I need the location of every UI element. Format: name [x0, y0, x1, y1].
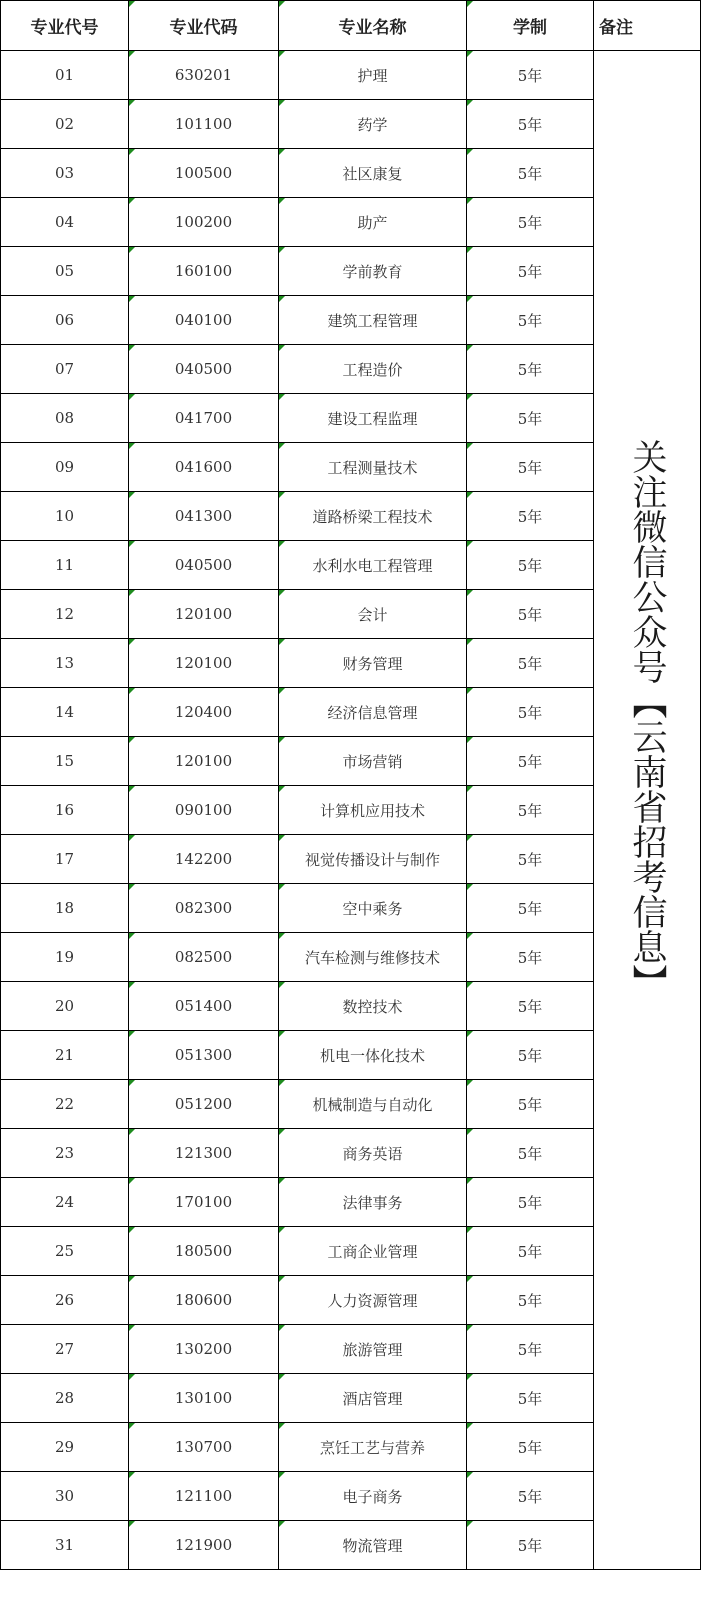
cell-seq: 04: [1, 198, 129, 247]
cell-seq: 23: [1, 1129, 129, 1178]
cell-years: 5年: [467, 1325, 594, 1374]
cell-seq: 11: [1, 541, 129, 590]
cell-years: 5年: [467, 1521, 594, 1570]
cell-code: 040500: [129, 541, 279, 590]
cell-name: 工程测量技术: [279, 443, 467, 492]
cell-name: 建设工程监理: [279, 394, 467, 443]
cell-years: 5年: [467, 884, 594, 933]
header-remark: 备注: [594, 1, 701, 51]
cell-name: 水利水电工程管理: [279, 541, 467, 590]
cell-code: 170100: [129, 1178, 279, 1227]
cell-seq: 19: [1, 933, 129, 982]
cell-years: 5年: [467, 1080, 594, 1129]
cell-code: 130700: [129, 1423, 279, 1472]
cell-code: 142200: [129, 835, 279, 884]
cell-name: 酒店管理: [279, 1374, 467, 1423]
cell-code: 041300: [129, 492, 279, 541]
cell-years: 5年: [467, 541, 594, 590]
cell-years: 5年: [467, 933, 594, 982]
cell-code: 041600: [129, 443, 279, 492]
cell-years: 5年: [467, 1423, 594, 1472]
cell-years: 5年: [467, 786, 594, 835]
cell-years: 5年: [467, 688, 594, 737]
cell-name: 建筑工程管理: [279, 296, 467, 345]
cell-code: 120100: [129, 737, 279, 786]
cell-seq: 13: [1, 639, 129, 688]
cell-code: 100200: [129, 198, 279, 247]
cell-name: 学前教育: [279, 247, 467, 296]
cell-code: 120100: [129, 590, 279, 639]
cell-seq: 20: [1, 982, 129, 1031]
cell-seq: 02: [1, 100, 129, 149]
cell-seq: 28: [1, 1374, 129, 1423]
cell-name: 商务英语: [279, 1129, 467, 1178]
cell-code: 041700: [129, 394, 279, 443]
cell-code: 082300: [129, 884, 279, 933]
cell-name: 道路桥梁工程技术: [279, 492, 467, 541]
cell-seq: 24: [1, 1178, 129, 1227]
cell-code: 160100: [129, 247, 279, 296]
cell-seq: 22: [1, 1080, 129, 1129]
cell-name: 汽车检测与维修技术: [279, 933, 467, 982]
cell-name: 数控技术: [279, 982, 467, 1031]
cell-code: 082500: [129, 933, 279, 982]
cell-years: 5年: [467, 1374, 594, 1423]
cell-years: 5年: [467, 1129, 594, 1178]
cell-years: 5年: [467, 51, 594, 100]
remark-cell: [594, 51, 701, 1570]
cell-seq: 27: [1, 1325, 129, 1374]
cell-seq: 10: [1, 492, 129, 541]
cell-code: 121300: [129, 1129, 279, 1178]
cell-code: 051400: [129, 982, 279, 1031]
cell-code: 100500: [129, 149, 279, 198]
cell-years: 5年: [467, 835, 594, 884]
cell-years: 5年: [467, 100, 594, 149]
cell-seq: 14: [1, 688, 129, 737]
cell-code: 051200: [129, 1080, 279, 1129]
cell-seq: 05: [1, 247, 129, 296]
cell-name: 工程造价: [279, 345, 467, 394]
cell-code: 090100: [129, 786, 279, 835]
cell-code: 121900: [129, 1521, 279, 1570]
cell-seq: 30: [1, 1472, 129, 1521]
cell-code: 180500: [129, 1227, 279, 1276]
cell-code: 040500: [129, 345, 279, 394]
cell-years: 5年: [467, 590, 594, 639]
cell-code: 120400: [129, 688, 279, 737]
cell-years: 5年: [467, 149, 594, 198]
cell-seq: 21: [1, 1031, 129, 1080]
cell-name: 经济信息管理: [279, 688, 467, 737]
cell-name: 法律事务: [279, 1178, 467, 1227]
cell-name: 社区康复: [279, 149, 467, 198]
cell-name: 机械制造与自动化: [279, 1080, 467, 1129]
cell-code: 051300: [129, 1031, 279, 1080]
cell-code: 130100: [129, 1374, 279, 1423]
cell-seq: 31: [1, 1521, 129, 1570]
cell-years: 5年: [467, 639, 594, 688]
cell-years: 5年: [467, 737, 594, 786]
cell-seq: 06: [1, 296, 129, 345]
cell-code: 130200: [129, 1325, 279, 1374]
cell-seq: 16: [1, 786, 129, 835]
cell-code: 121100: [129, 1472, 279, 1521]
cell-name: 视觉传播设计与制作: [279, 835, 467, 884]
cell-name: 烹饪工艺与营养: [279, 1423, 467, 1472]
cell-years: 5年: [467, 443, 594, 492]
cell-name: 护理: [279, 51, 467, 100]
cell-seq: 26: [1, 1276, 129, 1325]
cell-seq: 25: [1, 1227, 129, 1276]
cell-name: 助产: [279, 198, 467, 247]
cell-years: 5年: [467, 296, 594, 345]
header-years: 学制: [467, 1, 594, 51]
cell-years: 5年: [467, 394, 594, 443]
cell-name: 人力资源管理: [279, 1276, 467, 1325]
cell-code: 040100: [129, 296, 279, 345]
header-name: 专业名称: [279, 1, 467, 51]
cell-seq: 08: [1, 394, 129, 443]
cell-seq: 18: [1, 884, 129, 933]
header-seq: 专业代号: [1, 1, 129, 51]
cell-years: 5年: [467, 1276, 594, 1325]
cell-name: 电子商务: [279, 1472, 467, 1521]
table-row: [1, 51, 701, 100]
cell-years: 5年: [467, 1227, 594, 1276]
cell-years: 5年: [467, 345, 594, 394]
table-body: [1, 51, 701, 1570]
cell-name: 旅游管理: [279, 1325, 467, 1374]
cell-seq: 15: [1, 737, 129, 786]
cell-seq: 07: [1, 345, 129, 394]
cell-years: 5年: [467, 1472, 594, 1521]
cell-name: 空中乘务: [279, 884, 467, 933]
cell-seq: 09: [1, 443, 129, 492]
cell-years: 5年: [467, 982, 594, 1031]
header-row: [1, 1, 701, 51]
cell-seq: 17: [1, 835, 129, 884]
cell-years: 5年: [467, 247, 594, 296]
cell-name: 计算机应用技术: [279, 786, 467, 835]
cell-seq: 12: [1, 590, 129, 639]
cell-years: 5年: [467, 492, 594, 541]
cell-code: 120100: [129, 639, 279, 688]
cell-name: 财务管理: [279, 639, 467, 688]
cell-name: 工商企业管理: [279, 1227, 467, 1276]
cell-name: 物流管理: [279, 1521, 467, 1570]
cell-name: 会计: [279, 590, 467, 639]
cell-seq: 29: [1, 1423, 129, 1472]
cell-code: 630201: [129, 51, 279, 100]
cell-seq: 03: [1, 149, 129, 198]
cell-name: 市场营销: [279, 737, 467, 786]
cell-years: 5年: [467, 1178, 594, 1227]
cell-years: 5年: [467, 198, 594, 247]
cell-code: 180600: [129, 1276, 279, 1325]
cell-code: 101100: [129, 100, 279, 149]
remark-note: 关注微信公众号【云南省招考信息】: [627, 439, 667, 999]
cell-name: 机电一体化技术: [279, 1031, 467, 1080]
header-code: 专业代码: [129, 1, 279, 51]
cell-seq: 01: [1, 51, 129, 100]
cell-years: 5年: [467, 1031, 594, 1080]
cell-name: 药学: [279, 100, 467, 149]
